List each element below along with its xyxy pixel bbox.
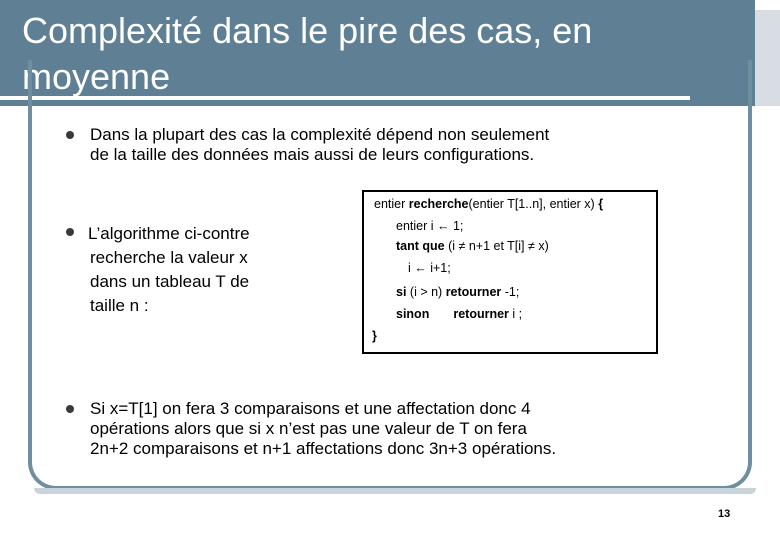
code-line-5 [396,284,519,300]
bullet-1-line2: de la taille des données mais aussi de leurs configurations. [90,145,535,164]
bullet-2-text [88,222,250,318]
bullet-dot [66,405,74,413]
page-number: 13 [718,508,731,520]
bullet-3-line1: Si x=T[1] on fera 3 comparaisons et une affectation donc 4 [90,399,531,418]
code-text: entier [374,197,409,211]
code-keyword: sinon [396,307,430,321]
code-brace: { [598,197,604,211]
code-text: -1; [501,285,520,299]
code-text: (entier T[1..n], entier x) [468,197,599,211]
code-text: (i > n) [406,285,446,299]
code-line-4: i ← i+1; [408,261,451,275]
bullet-1-text [90,125,549,165]
code-keyword: si [396,285,407,299]
bullet-dot [66,131,74,139]
bullet-2-line1: L’algorithme ci-contre [88,224,250,243]
code-line-7: } [372,329,377,343]
bullet-1-line1: Dans la plupart des cas la complexité dépend non seulement [90,125,550,144]
code-line-2: entier i ← 1; [396,219,464,233]
slide-title-line1: Complexité dans le pire des cas, en [22,10,593,51]
code-line-1 [374,196,603,212]
code-line-6 [396,306,522,322]
bullet-3-line3: 2n+2 comparaisons et n+1 affectations donc 3n+3 opérations. [90,439,557,458]
code-keyword: tant que [396,239,445,253]
content-frame-shadow [34,488,756,494]
code-keyword: retourner [445,285,502,299]
code-text: (i ≠ n+1 et T[i] ≠ x) [444,239,549,253]
code-text: i ; [508,307,523,321]
bullet-3-line2: opérations alors que si x n’est pas une valeur de T on fera [90,419,527,438]
algorithm-code-box [362,190,658,354]
code-line-3 [396,238,549,254]
code-keyword: retourner [453,307,509,321]
bullet-2-line2: recherche la valeur x [90,248,248,267]
title-band-shadow [755,10,780,106]
bullet-dot [66,228,74,236]
bullet-3-text [90,399,556,459]
code-keyword: recherche [408,197,469,211]
slide-title-line2: moyenne [22,56,171,97]
bullet-2-line3: dans un tableau T de [90,272,250,291]
bullet-2-line4: taille n : [90,296,149,315]
